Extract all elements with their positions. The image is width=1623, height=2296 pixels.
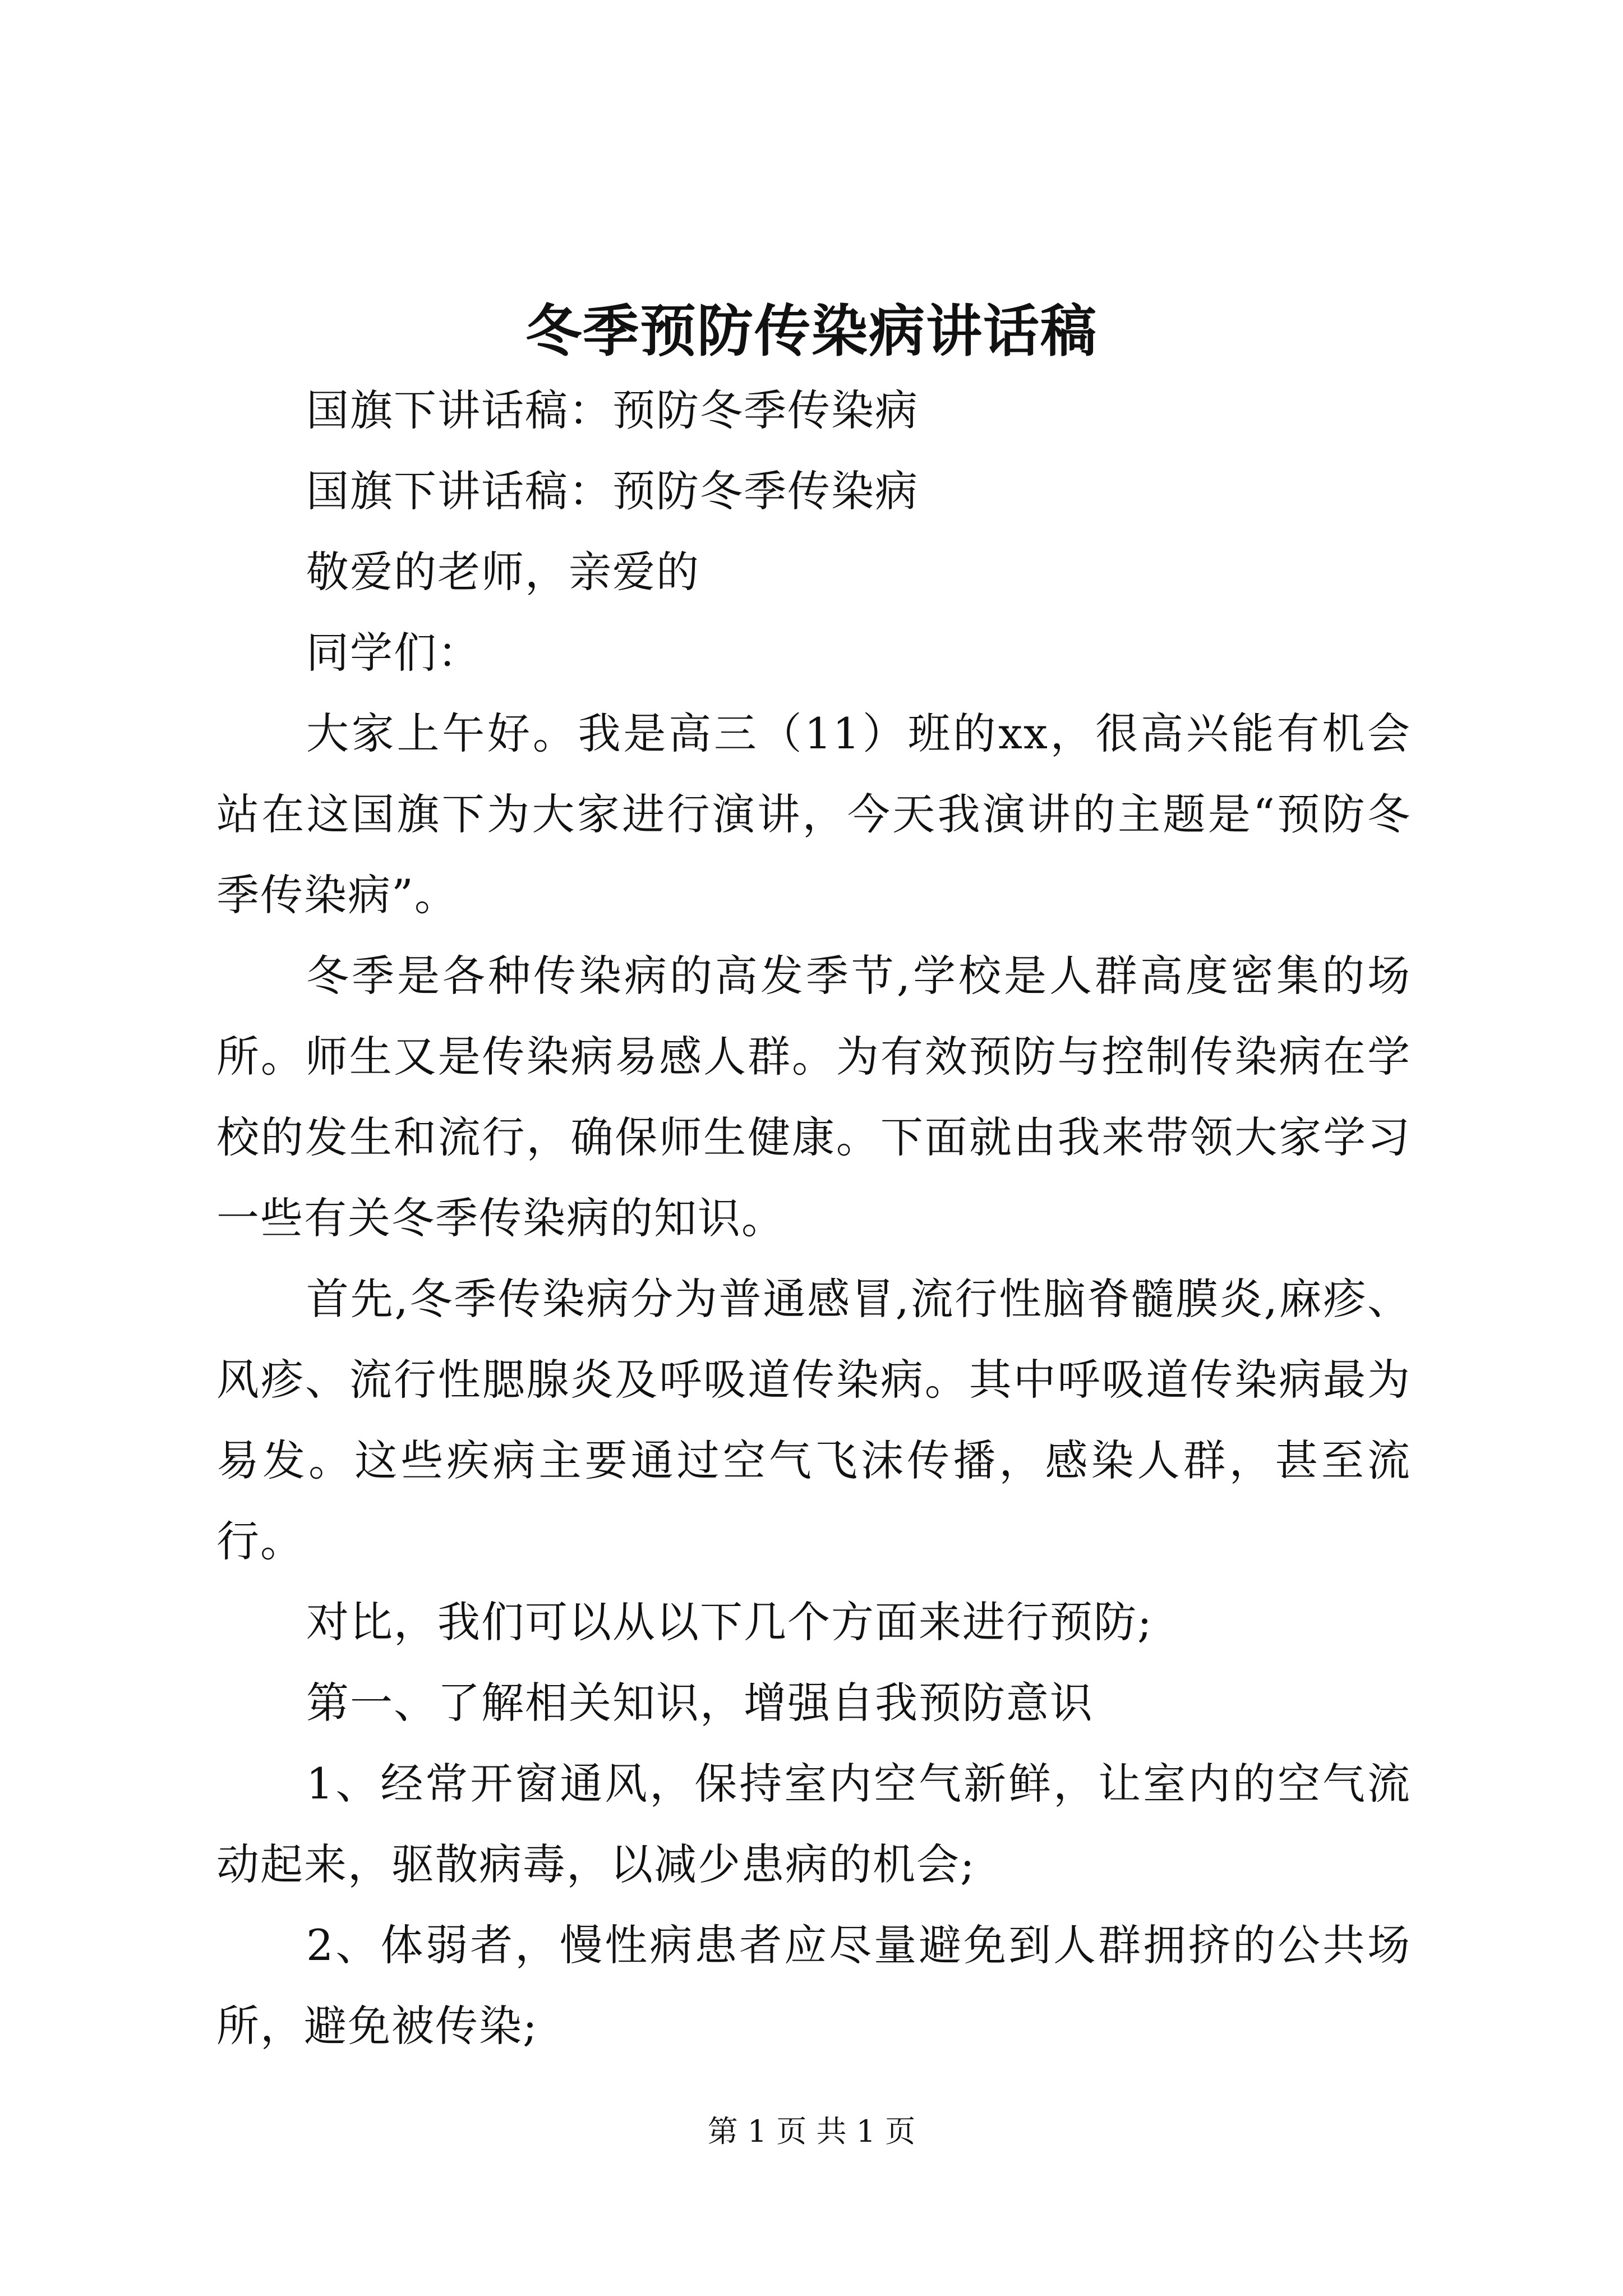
paragraph: 冬季是各种传染病的高发季节,学校是人群高度密集的场所。师生又是传染病易感人群。为有效预防与控制传染病在学校的发生和流行，确保师生健康。下面就由我来带领大家学习一些有关冬季传染病的知识。 [216, 951, 1411, 1243]
paragraph: 国旗下讲话稿：预防冬季传染病 [306, 466, 919, 516]
document-body [216, 370, 1411, 2067]
paragraph: 1、经常开窗通风，保持室内空气新鲜，让室内的空气流动起来，驱散病毒，以减少患病的机会; [216, 1759, 1411, 1889]
paragraph: 大家上午好。我是高三（11）班的xx，很高兴能有机会站在这国旗下为大家进行演讲，今天我演讲的主题是“预防冬季传染病”。 [216, 708, 1411, 920]
paragraph: 国旗下讲话稿：预防冬季传染病 [306, 385, 919, 435]
page-footer: 第 1 页 共 1 页 [707, 2114, 916, 2149]
paragraph: 2、体弱者，慢性病患者应尽量避免到人群拥挤的公共场所，避免被传染; [216, 1920, 1411, 2051]
paragraph: 敬爱的老师，亲爱的 [306, 547, 700, 597]
paragraph: 第一、了解相关知识，增强自我预防意识 [306, 1678, 1094, 1728]
document-title: 冬季预防传染病讲话稿 [525, 298, 1098, 364]
paragraph: 对比，我们可以从以下几个方面来进行预防; [306, 1597, 1153, 1647]
paragraph: 同学们： [306, 628, 481, 678]
paragraph: 首先,冬季传染病分为普通感冒,流行性脑脊髓膜炎,麻疹、风疹、流行性腮腺炎及呼吸道传染病。其中呼吸道传染病最为易发。这些疾病主要通过空气飞沫传播，感染人群，甚至流行。 [216, 1274, 1411, 1566]
